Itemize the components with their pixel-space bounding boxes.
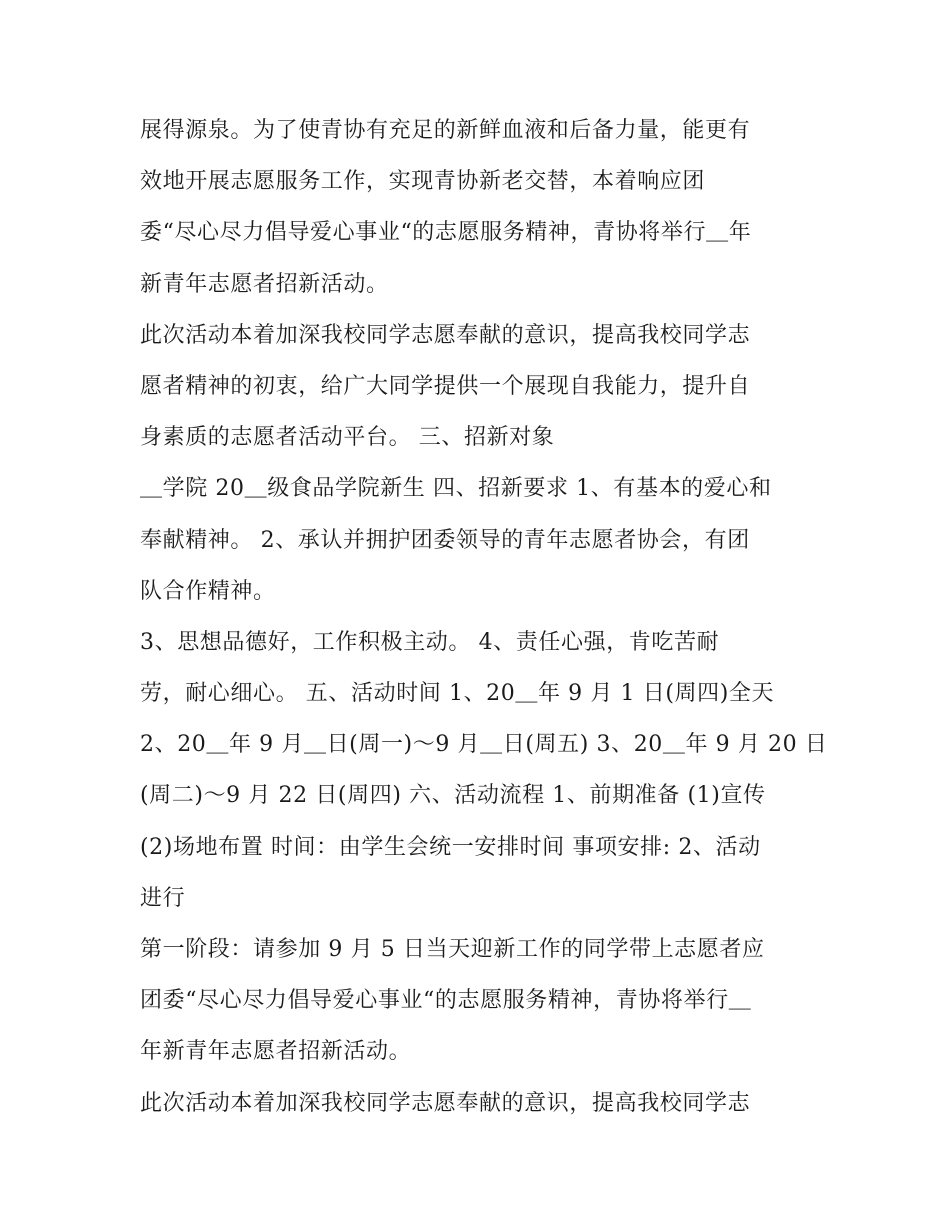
text-line: 3、思想品德好，工作积极主动。 4、责任心强，肯吃苦耐 xyxy=(140,629,720,655)
text-line: 第一阶段：请参加 9 月 5 日当天迎新工作的同学带上志愿者应 xyxy=(140,937,765,962)
text-line: 委“尽心尽力倡导爱心事业“的志愿服务精神，青协将举行＿年 xyxy=(140,220,752,246)
body-text xyxy=(140,105,830,1129)
text-line: 此次活动本着加深我校同学志愿奉献的意识，提高我校同学志 xyxy=(140,1090,751,1116)
text-line: 愿者精神的初衷，给广大同学提供一个展现自我能力，提升自 xyxy=(140,373,751,399)
text-line: (2)场地布置 时间：由学生会统一安排时间 事项安排: 2、活动 xyxy=(140,834,761,860)
text-line: 劳，耐心细心。 五、活动时间 1、20＿年 9 月 1 日(周四)全天 xyxy=(140,681,775,707)
text-line: 2、20＿年 9 月＿日(周一)～9 月＿日(周五) 3、20＿年 9 月 20 日 xyxy=(140,732,828,758)
text-line: 年新青年志愿者招新活动。 xyxy=(140,1039,412,1065)
text-line: 此次活动本着加深我校同学志愿奉献的意识，提高我校同学志 xyxy=(140,322,751,348)
text-line: (周二)～9 月 22 日(周四) 六、活动流程 1、前期准备 (1)宣传 xyxy=(140,783,766,809)
text-line: 团委“尽心尽力倡导爱心事业“的志愿服务精神，青协将举行＿ xyxy=(140,988,752,1014)
text-line: 展得源泉。为了使青协有充足的新鲜血液和后备力量，能更有 xyxy=(140,118,751,143)
text-line: ＿学院 20＿级食品学院新生 四、招新要求 1、有基本的爱心和 xyxy=(140,476,772,502)
text-line: 奉献精神。 2、承认并拥护团委领导的青年志愿者协会，有团 xyxy=(140,527,750,553)
text-line: 新青年志愿者招新活动。 xyxy=(140,271,389,297)
text-line: 进行 xyxy=(140,885,186,911)
text-line: 效地开展志愿服务工作，实现青协新老交替，本着响应团 xyxy=(140,169,706,195)
text-line: 身素质的志愿者活动平台。 三、招新对象 xyxy=(140,425,555,451)
text-line: 队合作精神。 xyxy=(140,578,276,604)
